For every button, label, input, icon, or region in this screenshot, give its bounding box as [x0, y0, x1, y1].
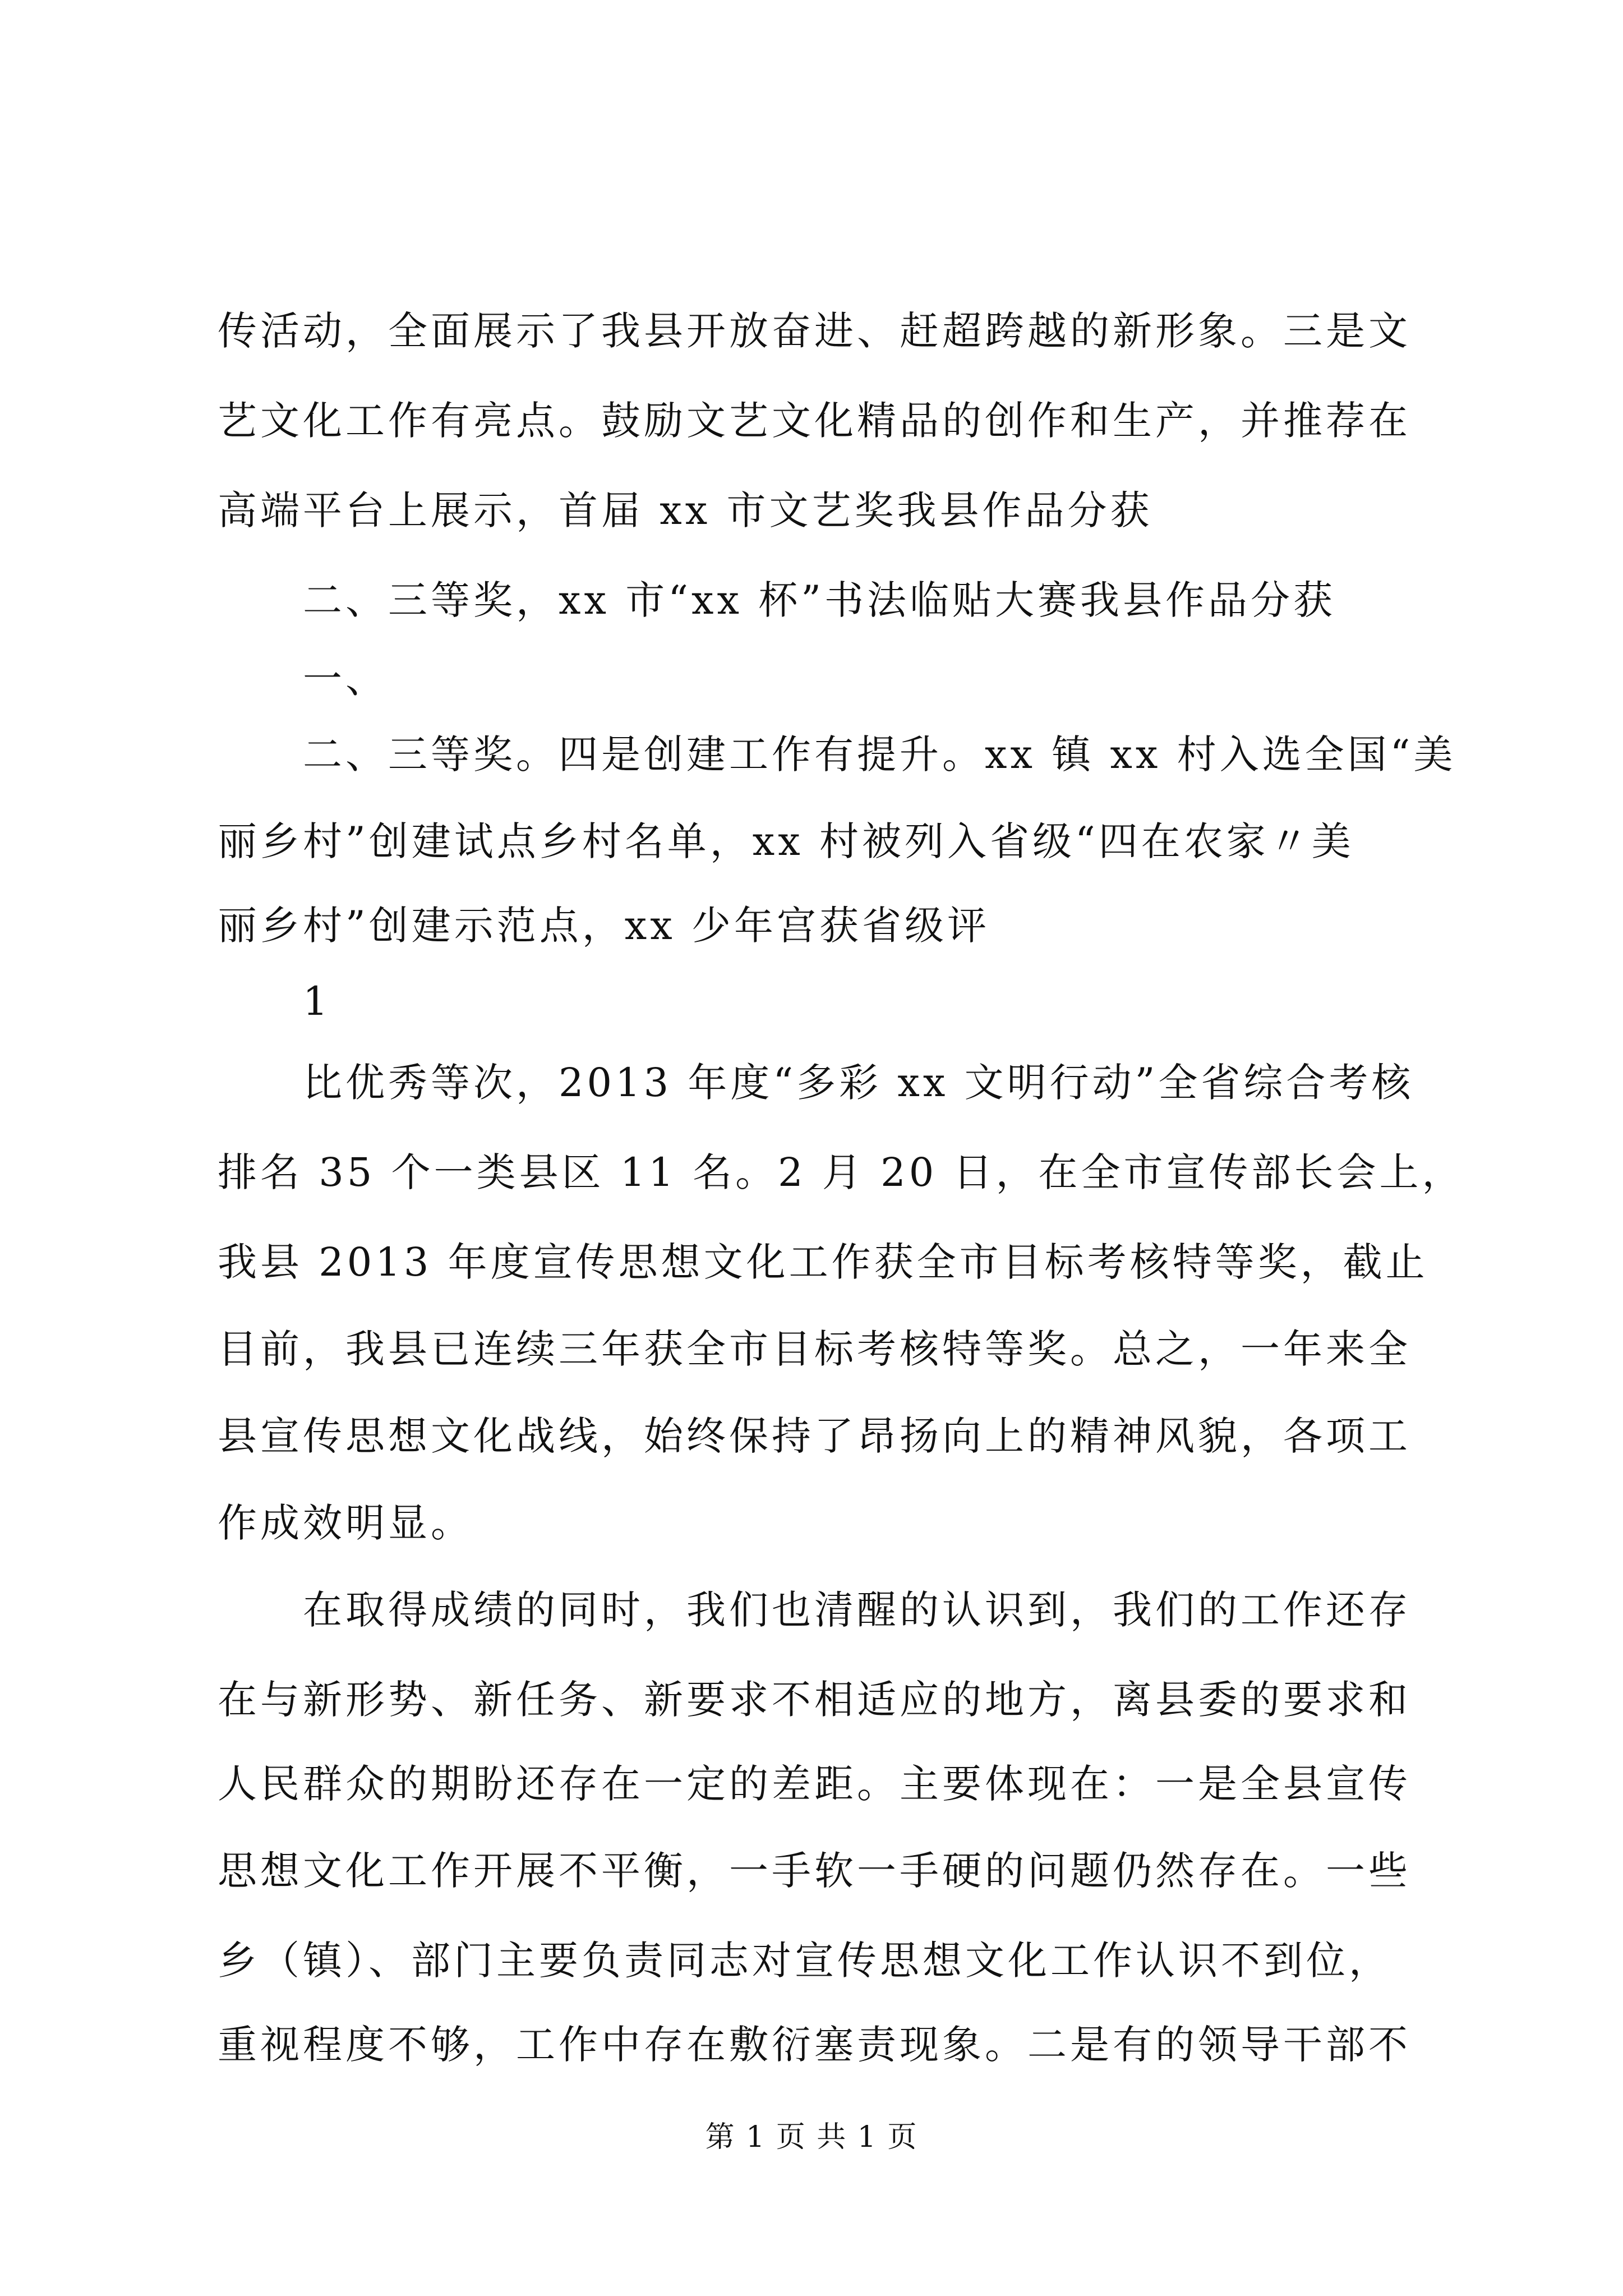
body-line: 人民群众的期盼还存在一定的差距。主要体现在：一是全县宣传 — [218, 1761, 1411, 1807]
page-number-marker: 1 — [303, 978, 331, 1024]
body-line: 重视程度不够，工作中存在敷衍塞责现象。二是有的领导干部不 — [218, 2022, 1411, 2068]
body-line: 乡（镇）、部门主要负责同志对宣传思想文化工作认识不到位， — [218, 1938, 1391, 1984]
body-line: 我县 2013 年度宣传思想文化工作获全市目标考核特等奖，截止 — [218, 1239, 1428, 1285]
body-line: 在与新形势、新任务、新要求不相适应的地方，离县委的要求和 — [218, 1677, 1411, 1723]
page-footer: 第 1 页 共 1 页 — [705, 2120, 918, 2154]
body-line: 作成效明显。 — [218, 1500, 473, 1546]
body-line: 比优秀等次，2013 年度“多彩 xx 文明行动”全省综合考核 — [303, 1060, 1414, 1106]
body-line: 传活动，全面展示了我县开放奋进、赶超跨越的新形象。三是文 — [218, 308, 1411, 354]
body-line: 二、三等奖。四是创建工作有提升。xx 镇 xx 村入选全国“美 — [303, 731, 1456, 777]
body-line: 在取得成绩的同时，我们也清醒的认识到，我们的工作还存 — [303, 1587, 1411, 1633]
body-line: 排名 35 个一类县区 11 名。2 月 20 日，在全市宣传部长会上， — [218, 1149, 1465, 1195]
body-line: 艺文化工作有亮点。鼓励文艺文化精品的创作和生产，并推荐在 — [218, 398, 1411, 444]
body-line: 高端平台上展示，首届 xx 市文艺奖我县作品分获 — [218, 487, 1153, 533]
body-line: 目前，我县已连续三年获全市目标考核特等奖。总之，一年来全 — [218, 1326, 1411, 1372]
body-line: 丽乡村”创建示范点，xx 少年宫获省级评 — [218, 903, 990, 949]
body-line: 二、三等奖，xx 市“xx 杯”书法临贴大赛我县作品分获 — [303, 577, 1336, 623]
body-line: 丽乡村”创建试点乡村名单，xx 村被列入省级“四在农家〃美 — [218, 818, 1354, 864]
body-line: 思想文化工作开展不平衡，一手软一手硬的问题仍然存在。一些 — [218, 1848, 1411, 1894]
body-line: 一、 — [303, 656, 388, 702]
body-line: 县宣传思想文化战线，始终保持了昂扬向上的精神风貌，各项工 — [218, 1413, 1411, 1459]
